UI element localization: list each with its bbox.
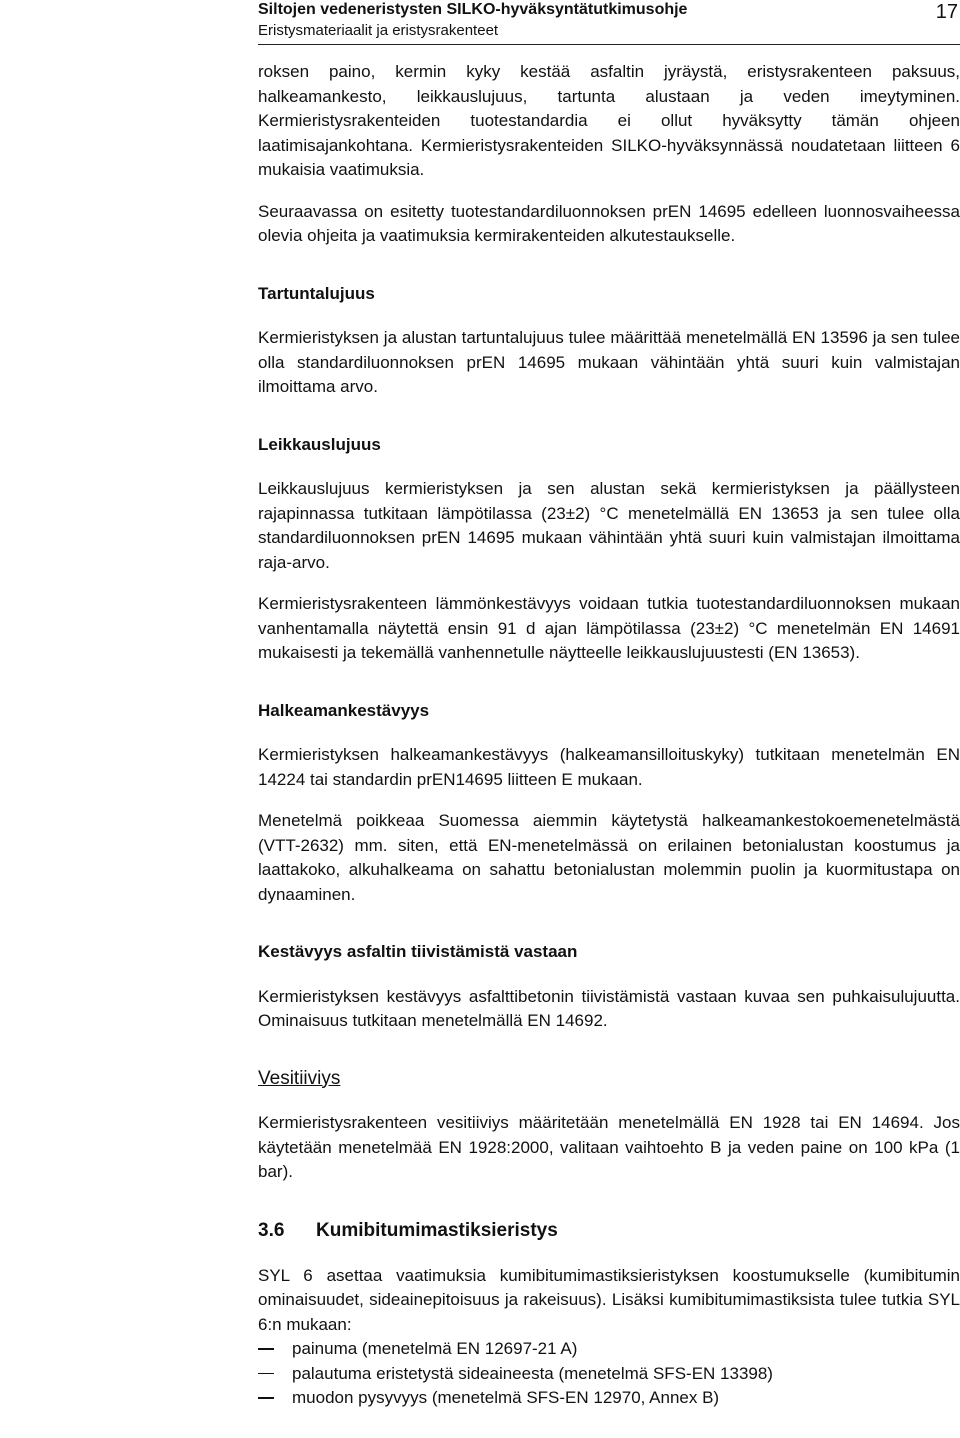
intro-paragraph-1: roksen paino, kermin kyky kestää asfaltin jyräystä, eristysrakenteen paksuus, halkeamankesto, leikkauslujuus, tartunta alustaan ja veden imeytyminen. Kermieristysrakenteiden tuotestandardia ei ollut hyväksytty tämän ohjeen laatimisajankohtana. Kermieristysrakenteiden SILKO-hyväksynnässä noudatetaan liitteen 6 mukaisia vaatimuksia. [258,62,960,179]
halkeamankestavyys-paragraph-2: Menetelmä poikkeaa Suomessa aiemmin käytetystä halkeamankestokoemenetelmästä (VTT-2632) mm. siten, että EN-menetelmässä on erilainen betonialustan koostumus ja laattakoko, alkuhalkeama on sahattu betonialustan molemmin puolin ja kuormitustapa on dynaaminen. [258,811,960,904]
kumibitumi-paragraph: SYL 6 asettaa vaatimuksia kumibitumimastiksieristyksen koostumukselle (kumibitumin ominaisuudet, sideainepitoisuus ja rakeisuus). Lisäksi kumibitumimastiksista tulee tutkia SYL 6:n mukaan: [258,1265,960,1334]
section-number: 3.6 [258,1219,285,1241]
page-number: 17 [935,1,958,23]
vesitiiviys-paragraph: Kermieristysrakenteen vesitiiviys määritetään menetelmällä EN 1928 tai EN 14694. Jos käytetään menetelmää EN 1928:2000, valitaan vaihtoehto B ja veden paine on 100 kPa (1 bar). [258,1113,960,1181]
list-item [258,1386,960,1411]
page-content [258,60,960,1411]
document-subtitle: Eristysmateriaalit ja eristysrakenteet [258,22,499,39]
leikkauslujuus-paragraph-2: Kermieristysrakenteen lämmönkestävyys voidaan tutkia tuotestandardiluonnoksen mukaan vanhentamalla näytettä ensin 91 d ajan lämpötilassa (23±2) °C menetelmän EN 14691 mukaisesti ja tekemällä vanhennetulle näytteelle leikkauslujuustesti (EN 13653). [258,594,960,662]
section-title: Kumibitumimastiksieristys [316,1219,558,1241]
list-item-text: muodon pysyvyys (menetelmä SFS-EN 12970, Annex B) [292,1388,720,1407]
kestavyys-paragraph: Kermieristyksen kestävyys asfalttibetonin tiivistämistä vastaan kuvaa sen puhkaisulujuutta. Ominaisuus tutkitaan menetelmällä EN 14692. [258,986,960,1030]
list-item-text: palautuma eristetystä sideaineesta (menetelmä SFS-EN 13398) [292,1363,773,1383]
document-title: Siltojen vedeneristysten SILKO-hyväksyntätutkimusohje [258,1,688,18]
intro-paragraph-2: Seuraavassa on esitetty tuotestandardiluonnoksen prEN 14695 edelleen luonnosvaiheessa olevia ohjeita ja vaatimuksia kermirakenteiden alkutestaukselle. [258,201,960,245]
page-header [258,0,960,45]
list-item-text: painuma (menetelmä EN 12697-21 A) [292,1339,578,1358]
tartuntalujuus-paragraph: Kermieristyksen ja alustan tartuntalujuus tulee määrittää menetelmällä EN 13596 ja sen tulee olla standardiluonnoksen prEN 14695 mukaan vähintään yhtä suuri kuin valmistajan ilmoittama arvo. [258,328,960,396]
requirement-list [258,1337,960,1411]
list-item [258,1337,960,1362]
section-heading-3-6 [258,1218,960,1244]
leikkauslujuus-paragraph-1: Leikkauslujuus kermieristyksen ja sen alustan sekä kermieristyksen ja päällysteen rajapinnassa tutkitaan lämpötilassa (23±2) °C menetelmällä EN 13653 ja sen tulee olla standardiluonnoksen prEN 14695 mukaan vähintään yhtä suuri kuin valmistajan ilmoittama raja-arvo. [258,479,960,572]
dash-bullet-icon [258,1373,274,1375]
dash-bullet-icon [258,1397,274,1399]
heading-leikkauslujuus: Leikkauslujuus [258,434,381,454]
halkeamankestavyys-paragraph-1: Kermieristyksen halkeamankestävyys (halkeamansilloituskyky) tutkitaan menetelmän EN 14224 tai standardin prEN14695 liitteen E mukaan. [258,745,960,789]
list-item [258,1362,960,1387]
heading-kestavyys-asfaltin-tiivistamista-vastaan: Kestävyys asfaltin tiivistämistä vastaan [258,942,578,961]
heading-tartuntalujuus: Tartuntalujuus [258,283,375,303]
dash-bullet-icon [258,1348,274,1350]
heading-halkeamankestavyys: Halkeamankestävyys [258,700,430,720]
heading-vesitiiviys: Vesitiiviys [258,1067,341,1089]
